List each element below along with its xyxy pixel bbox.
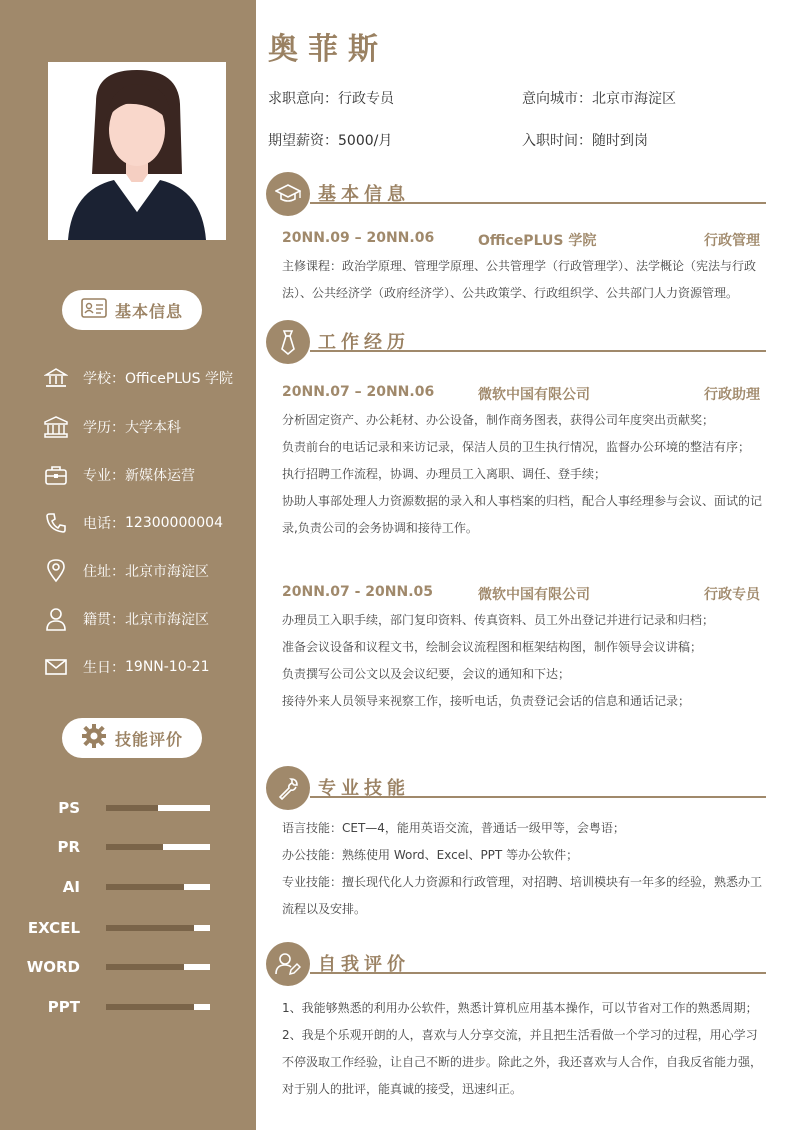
info-value: 12300000004: [125, 515, 223, 531]
job-duty: 办理员工入职手续，部门复印资料、传真资料、员工外出登记并进行记录和归档；: [282, 613, 715, 627]
person-icon: [42, 605, 70, 633]
expected-salary: [268, 130, 392, 150]
section-header-self-eval: [266, 942, 766, 988]
start-date-value: 随时到岗: [592, 133, 648, 149]
job-period: 20NN.07 - 20NN.05: [282, 584, 433, 600]
job-intent-value: 行政专员: [338, 91, 394, 107]
skill-bar-fill: [106, 805, 158, 811]
skill-line: 专业技能：擅长现代化人力资源和行政管理，对招聘、培训模块有一年多的经验，熟悉办工流程以及安排。: [282, 875, 763, 916]
expected-salary-value: 5000/月: [338, 133, 393, 149]
info-row-degree: [42, 412, 181, 442]
skill-bar-fill: [106, 844, 163, 850]
info-label: 专业：: [83, 468, 125, 484]
education-period: 20NN.09 – 20NN.06: [282, 230, 435, 246]
job-duty: 负责撰写公司公文以及会议纪要，会议的通知和下达；: [282, 667, 571, 681]
info-row-school: [42, 363, 233, 393]
info-value: 19NN-10-21: [125, 659, 210, 675]
skill-name: PPT: [47, 998, 80, 1016]
target-city: [522, 88, 676, 108]
info-row-hometown: [42, 604, 209, 634]
main-content: [256, 0, 800, 1130]
section-title: 工作经历: [318, 332, 410, 353]
briefcase-icon: [42, 461, 70, 489]
school-icon: [42, 364, 70, 392]
job-2-description: [282, 607, 766, 715]
gear-icon: [81, 723, 107, 753]
wrench-icon: [266, 766, 310, 810]
job-1-header: [282, 384, 760, 404]
job-role: 行政专员: [704, 587, 760, 603]
location-icon: [42, 557, 70, 585]
education-entry-header: [282, 230, 760, 250]
section-title: 自我评价: [318, 954, 410, 975]
skill-bar: [106, 884, 210, 890]
phone-icon: [42, 509, 70, 537]
info-row-birthday: [42, 652, 210, 682]
expected-salary-label: 期望薪资：: [268, 133, 338, 149]
info-row-address: [42, 556, 209, 586]
avatar: [48, 62, 226, 240]
job-duty: 负责前台的电话记录和来访记录，保洁人员的卫生执行情况，监督办公环境的整洁有序；: [282, 440, 751, 454]
info-value: 新媒体运营: [125, 468, 195, 484]
start-date: [522, 130, 648, 150]
skills-pill: [62, 718, 202, 758]
info-value: OfficePLUS 学院: [125, 371, 233, 387]
job-intent: [268, 88, 394, 108]
info-label: 学历：: [83, 420, 125, 436]
section-title: 专业技能: [318, 778, 410, 799]
skill-bar: [106, 844, 210, 850]
section-header-skills: [266, 766, 766, 812]
target-city-value: 北京市海淀区: [592, 91, 676, 107]
info-value: 北京市海淀区: [125, 564, 209, 580]
info-label: 学校：: [83, 371, 125, 387]
skill-bar: [106, 964, 210, 970]
info-row-phone: [42, 508, 223, 538]
envelope-icon: [42, 653, 70, 681]
skill-name: PS: [58, 799, 80, 817]
section-header-work: [266, 320, 766, 366]
info-label: 电话：: [83, 516, 125, 532]
skill-row-ppt: [0, 995, 256, 1019]
skill-row-excel: [0, 916, 256, 940]
job-role: 行政助理: [704, 387, 760, 403]
graduation-cap-icon: [266, 172, 310, 216]
skills-description: [282, 815, 766, 923]
sidebar: [0, 0, 256, 1130]
degree-icon: [42, 413, 70, 441]
skill-name: PR: [57, 838, 80, 856]
candidate-name: 奥菲斯: [268, 32, 388, 67]
job-1-description: [282, 407, 766, 542]
job-duty: 接待外来人员领导来视察工作，接听电话，负责登记会话的信息和通话记录；: [282, 694, 691, 708]
skill-bar-fill: [106, 1004, 194, 1010]
skill-row-ai: [0, 875, 256, 899]
skills-title: 技能评价: [114, 729, 183, 749]
tie-icon: [266, 320, 310, 364]
job-duty: 准备会议设备和议程文书，绘制会议流程图和框架结构图，制作领导会议讲稿；: [282, 640, 703, 654]
job-2-header: [282, 584, 760, 604]
job-duty: 分析固定资产、办公耗材、办公设备，制作商务图表，获得公司年度突出贡献奖；: [282, 413, 715, 427]
self-eval-line: 2、我是个乐观开朗的人，喜欢与人分享交流，并且把生活看做一个学习的过程，用心学习不停汲取工作经验，让自己不断的进步。除此之外，我还喜欢与人合作，自我反省能力强，对于别人的批评，能真诚的接受，迅速纠正。: [282, 1028, 763, 1096]
skill-name: EXCEL: [27, 919, 80, 937]
education-school: OfficePLUS 学院: [478, 233, 597, 249]
job-company: 微软中国有限公司: [478, 587, 590, 603]
info-value: 北京市海淀区: [125, 612, 209, 628]
start-date-label: 入职时间：: [522, 133, 592, 149]
info-label: 籍贯：: [83, 612, 125, 628]
skill-bar-fill: [106, 884, 184, 890]
info-label: 生日：: [83, 660, 125, 676]
job-intent-label: 求职意向：: [268, 91, 338, 107]
section-title: 基本信息: [318, 184, 410, 205]
id-card-icon: [81, 298, 107, 322]
skill-bar: [106, 925, 210, 931]
basic-info-title: 基本信息: [114, 301, 183, 321]
self-eval-description: [282, 995, 766, 1103]
skill-bar-fill: [106, 925, 194, 931]
person-edit-icon: [266, 942, 310, 986]
skill-row-ps: [0, 796, 256, 820]
info-row-major: [42, 460, 195, 490]
job-company: 微软中国有限公司: [478, 387, 590, 403]
skill-row-pr: [0, 835, 256, 859]
skill-bar-fill: [106, 964, 184, 970]
self-eval-line: 1、我能够熟悉的利用办公软件，熟悉计算机应用基本操作，可以节省对工作的熟悉周期；: [282, 1001, 758, 1015]
skill-bar: [106, 1004, 210, 1010]
section-header-education: [266, 172, 766, 218]
education-courses: 主修课程：政治学原理、管理学原理、公共管理学（行政管理学）、法学概论（宪法与行政法）、公共经济学（政府经济学）、公共政策学、行政组织学、公共部门人力资源管理。: [282, 259, 757, 300]
skill-line: 语言技能：CET—4，能用英语交流，普通话一级甲等，会粤语；: [282, 821, 625, 835]
skill-line: 办公技能：熟练使用 Word、Excel、PPT 等办公软件；: [282, 848, 579, 862]
basic-info-pill: [62, 290, 202, 330]
education-major: 行政管理: [704, 233, 760, 249]
skill-row-word: [0, 955, 256, 979]
info-label: 住址：: [83, 564, 125, 580]
info-value: 大学本科: [125, 420, 181, 436]
job-duty: 协助人事部处理人力资源数据的录入和人事档案的归档，配合人事经理参与会议、面试的记录,负责公司的会务协调和接待工作。: [282, 494, 763, 535]
job-period: 20NN.07 – 20NN.06: [282, 384, 435, 400]
job-duty: 执行招聘工作流程，协调、办理员工入离职、调任、登手续；: [282, 467, 607, 481]
skill-name: WORD: [26, 958, 80, 976]
skill-bar: [106, 805, 210, 811]
target-city-label: 意向城市：: [522, 91, 592, 107]
skill-name: AI: [62, 878, 80, 896]
